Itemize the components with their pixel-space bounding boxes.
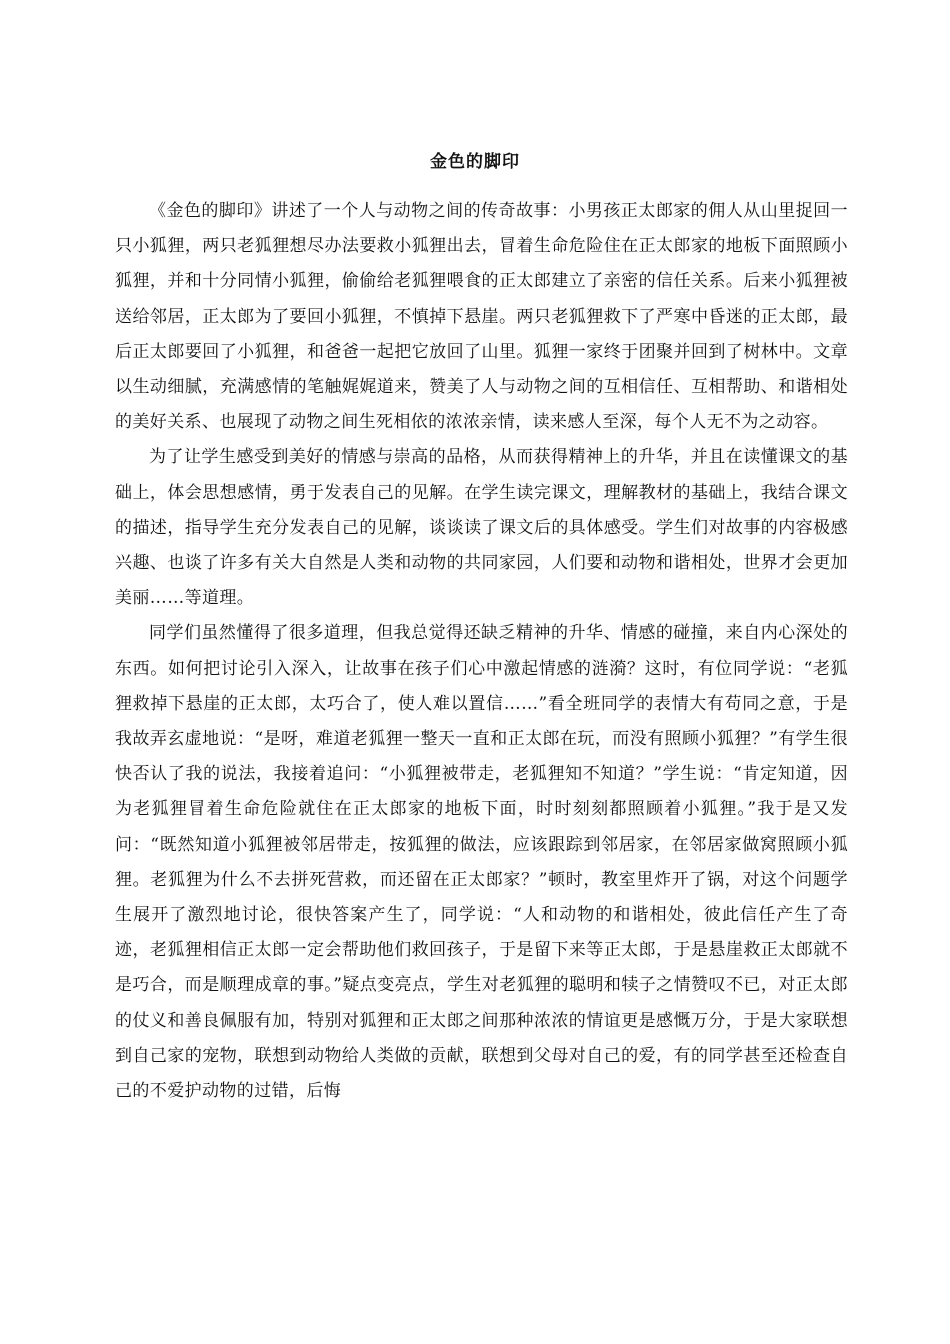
paragraph-1: 《金色的脚印》讲述了一个人与动物之间的传奇故事：小男孩正太郎家的佣人从山里捉回一只小狐狸，两只老狐狸想尽办法要救小狐狸出去，冒着生命危险住在正太郎家的地板下面照顾小狐狸，并和十分同情小狐狸，偷偷给老狐狸喂食的正太郎建立了亲密的信任关系。后来小狐狸被送给邻居，正太郎为了要回小狐狸，不慎掉下悬崖。两只老狐狸救下了严寒中昏迷的正太郎，最后正太郎要回了小狐狸，和爸爸一起把它放回了山里。狐狸一家终于团聚并回到了树林中。文章以生动细腻，充满感情的笔触娓娓道来，赞美了人与动物之间的互相信任、互相帮助、和谐相处的美好关系、也展现了动物之间生死相依的浓浓亲情，读来感人至深，每个人无不为之动容。 [115, 201, 848, 433]
document-title: 金色的脚印 [430, 152, 520, 172]
paragraph-3: 同学们虽然懂得了很多道理，但我总觉得还缺乏精神的升华、情感的碰撞，来自内心深处的东西。如何把讨论引入深入，让故事在孩子们心中激起情感的涟漪？这时，有位同学说：“老狐狸救掉下悬崖的正太郎，太巧合了，使人难以置信……”看全班同学的表情大有苟同之意，于是我故弄玄虚地说：“是呀，难道老狐狸一整天一直和正太郎在玩，而没有照顾小狐狸？”有学生很快否认了我的说法，我接着追问：“小狐狸被带走，老狐狸知不知道？”学生说：“肯定知道，因为老狐狸冒着生命危险就住在正太郎家的地板下面，时时刻刻都照顾着小狐狸。”我于是又发问：“既然知道小狐狸被邻居带走，按狐狸的做法，应该跟踪到邻居家，在邻居家做窝照顾小狐狸。老狐狸为什么不去拼死营救，而还留在正太郎家？”顿时，教室里炸开了锅，对这个问题学生展开了激烈地讨论，很快答案产生了，同学说：“人和动物的和谐相处，彼此信任产生了奇迹，老狐狸相信正太郎一定会帮助他们救回孩子，于是留下来等正太郎，于是悬崖救正太郎就不是巧合，而是顺理成章的事。”疑点变亮点，学生对老狐狸的聪明和犊子之情赞叹不已，对正太郎的仗义和善良佩服有加，特别对狐狸和正太郎之间那种浓浓的情谊更是感慨万分，于是大家联想到自己家的宠物，联想到动物给人类做的贡献，联想到父母对自己的爱，有的同学甚至还检查自己的不爱护动物的过错，后悔 [115, 623, 848, 1102]
paragraph-2: 为了让学生感受到美好的情感与崇高的品格，从而获得精神上的升华，并且在读懂课文的基础上，体会思想感情，勇于发表自己的见解。在学生读完课文，理解教材的基础上，我结合课文的描述，指导学生充分发表自己的见解，谈谈读了课文后的具体感受。学生们对故事的内容极感兴趣、也谈了许多有关大自然是人类和动物的共同家园，人们要和动物和谐相处，世界才会更加美丽……等道理。 [115, 447, 848, 609]
document-body [115, 194, 848, 1109]
